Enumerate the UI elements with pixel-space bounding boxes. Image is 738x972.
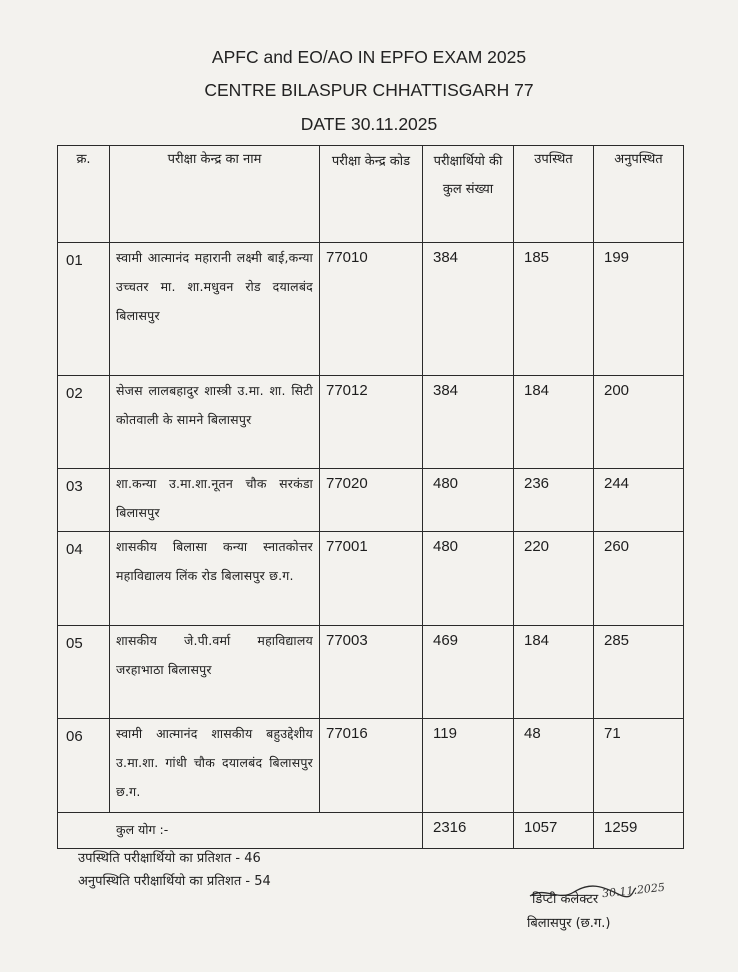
row-sn: 01 xyxy=(58,243,110,376)
centre-title: CENTRE BILASPUR CHHATTISGARH 77 xyxy=(204,80,534,100)
table-row xyxy=(58,532,684,626)
row-sn: 05 xyxy=(58,626,110,719)
row-absent: 199 xyxy=(594,243,684,376)
row-present: 48 xyxy=(514,719,594,813)
row-centre-name: स्वामी आत्मानंद शासकीय बहुउद्देशीय उ.मा.शा. गांधी चौक दयालबंद बिलासपुर छ.ग. xyxy=(110,719,320,813)
row-present: 184 xyxy=(514,626,594,719)
row-centre-code: 77016 xyxy=(320,719,423,813)
row-centre-code: 77003 xyxy=(320,626,423,719)
col-header-present: उपस्थित xyxy=(514,146,594,243)
row-centre-name: शासकीय जे.पी.वर्मा महाविद्यालय जरहाभाठा बिलासपुर xyxy=(110,626,320,719)
row-sn: 04 xyxy=(58,532,110,626)
row-total: 480 xyxy=(423,532,514,626)
row-total: 384 xyxy=(423,376,514,469)
total-present: 1057 xyxy=(514,813,594,849)
table-row xyxy=(58,626,684,719)
total-absent: 1259 xyxy=(594,813,684,849)
row-absent: 244 xyxy=(594,469,684,532)
table-row xyxy=(58,376,684,469)
row-sn: 02 xyxy=(58,376,110,469)
row-present: 220 xyxy=(514,532,594,626)
signatory-title: डिप्टी कलेक्टर xyxy=(532,892,599,907)
row-centre-code: 77010 xyxy=(320,243,423,376)
col-header-absent: अनुपस्थित xyxy=(594,146,684,243)
exam-title: APFC and EO/AO IN EPFO EXAM 2025 xyxy=(211,47,527,67)
present-percentage: उपस्थिति परीक्षार्थियो का प्रतिशत - 46 xyxy=(78,851,261,866)
table-header-row xyxy=(58,146,684,243)
col-header-total: परीक्षार्थियो की कुल संख्या xyxy=(423,146,514,243)
row-present: 236 xyxy=(514,469,594,532)
row-present: 185 xyxy=(514,243,594,376)
table-total-row xyxy=(58,813,684,849)
row-total: 469 xyxy=(423,626,514,719)
row-total: 480 xyxy=(423,469,514,532)
col-header-code: परीक्षा केन्द्र कोड xyxy=(320,146,423,243)
row-centre-name: शासकीय बिलासा कन्या स्नातकोत्तर महाविद्यालय लिंक रोड बिलासपुर छ.ग. xyxy=(110,532,320,626)
row-sn: 06 xyxy=(58,719,110,813)
total-candidates: 2316 xyxy=(423,813,514,849)
row-centre-name: शा.कन्या उ.मा.शा.नूतन चौक सरकंडा बिलासपुर xyxy=(110,469,320,532)
row-absent: 200 xyxy=(594,376,684,469)
row-centre-code: 77001 xyxy=(320,532,423,626)
row-absent: 285 xyxy=(594,626,684,719)
col-header-sn: क्र. xyxy=(58,146,110,243)
row-total: 119 xyxy=(423,719,514,813)
row-centre-code: 77012 xyxy=(320,376,423,469)
date-title: DATE 30.11.2025 xyxy=(300,114,438,134)
row-sn: 03 xyxy=(58,469,110,532)
row-total: 384 xyxy=(423,243,514,376)
table-row xyxy=(58,243,684,376)
table-row xyxy=(58,719,684,813)
row-absent: 260 xyxy=(594,532,684,626)
col-header-name: परीक्षा केन्द्र का नाम xyxy=(110,146,320,243)
signature-date: 30.11.2025 xyxy=(601,880,666,901)
row-centre-code: 77020 xyxy=(320,469,423,532)
row-absent: 71 xyxy=(594,719,684,813)
row-centre-name: सेजस लालबहादुर शास्त्री उ.मा. शा. सिटी कोतवाली के सामने बिलासपुर xyxy=(110,376,320,469)
total-label: कुल योग :- xyxy=(58,813,423,849)
table-row xyxy=(58,469,684,532)
row-present: 184 xyxy=(514,376,594,469)
absent-percentage: अनुपस्थिति परीक्षार्थियो का प्रतिशत - 54 xyxy=(78,874,271,889)
results-table xyxy=(57,145,684,849)
signatory-place: बिलासपुर (छ.ग.) xyxy=(527,916,611,931)
row-centre-name: स्वामी आत्मानंद महारानी लक्ष्मी बाई,कन्या उच्चतर मा. शा.मधुवन रोड दयालबंद बिलासपुर xyxy=(110,243,320,376)
